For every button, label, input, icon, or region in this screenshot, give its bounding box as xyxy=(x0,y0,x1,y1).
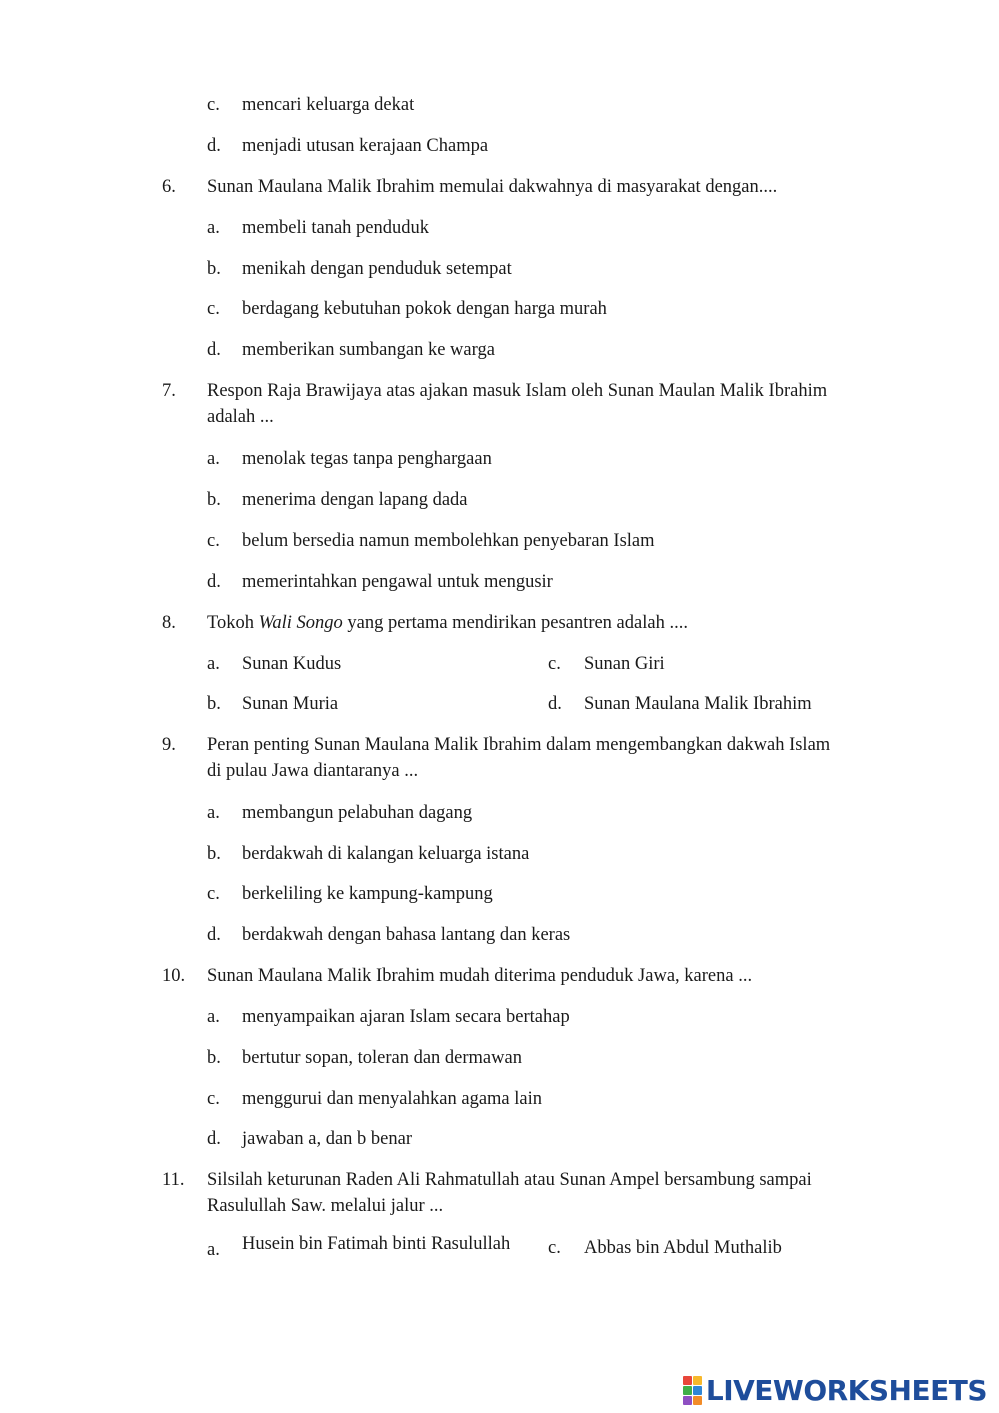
option-text: memerintahkan pengawal untuk mengusir xyxy=(242,572,553,592)
option-label: a. xyxy=(207,654,220,674)
option-label: c. xyxy=(207,1089,220,1109)
option-text: Sunan Giri xyxy=(584,654,665,674)
logo-square xyxy=(683,1396,692,1405)
option-label: a. xyxy=(207,449,220,469)
logo-square xyxy=(683,1386,692,1395)
option-text: menyampaikan ajaran Islam secara bertahap xyxy=(242,1007,570,1027)
question-text-part: yang pertama mendirikan pesantren adalah .... xyxy=(342,613,688,633)
option-label: b. xyxy=(207,1048,221,1068)
option-label: a. xyxy=(207,803,220,823)
option-label: a. xyxy=(207,1007,220,1027)
option-label: a. xyxy=(207,218,220,238)
option-text: berkeliling ke kampung-kampung xyxy=(242,884,493,904)
option-text: jawaban a, dan b benar xyxy=(242,1129,413,1149)
question-number: 11. xyxy=(162,1170,185,1190)
question-text xyxy=(207,611,688,635)
logo-square xyxy=(683,1376,692,1385)
option-text: membeli tanah penduduk xyxy=(242,218,430,238)
option-label: d. xyxy=(548,694,562,714)
liveworksheets-mark-icon xyxy=(683,1376,702,1405)
option-text: belum bersedia namun membolehkan penyebaran Islam xyxy=(242,531,655,551)
question-text: Rasulullah Saw. melalui jalur ... xyxy=(207,1196,444,1216)
question-number: 6. xyxy=(162,177,176,197)
question-text: Peran penting Sunan Maulana Malik Ibrahim dalam mengembangkan dakwah Islam xyxy=(207,735,831,755)
question-text: di pulau Jawa diantaranya ... xyxy=(207,761,419,781)
option-label: d. xyxy=(207,1129,221,1149)
option-text: menggurui dan menyalahkan agama lain xyxy=(242,1089,543,1109)
option-text: mencari keluarga dekat xyxy=(242,95,415,115)
option-text: menikah dengan penduduk setempat xyxy=(242,259,512,279)
option-text: memberikan sumbangan ke warga xyxy=(242,340,495,360)
logo-square xyxy=(693,1386,702,1395)
question-text-italic: Wali Songo xyxy=(258,613,343,633)
option-label: d. xyxy=(207,572,221,592)
option-label: a. xyxy=(207,1240,220,1260)
option-text: Abbas bin Abdul Muthalib xyxy=(584,1238,782,1258)
option-text: menolak tegas tanpa penghargaan xyxy=(242,449,492,469)
question-text: Silsilah keturunan Raden Ali Rahmatullah atau Sunan Ampel bersambung sampai xyxy=(207,1170,812,1190)
option-label: d. xyxy=(207,340,221,360)
option-label: b. xyxy=(207,844,221,864)
option-text: Sunan Kudus xyxy=(242,654,342,674)
option-label: c. xyxy=(207,95,220,115)
question-number: 8. xyxy=(162,613,176,633)
option-label: d. xyxy=(207,136,221,156)
option-text: menjadi utusan kerajaan Champa xyxy=(242,136,489,156)
option-text: bertutur sopan, toleran dan dermawan xyxy=(242,1048,522,1068)
question-number: 7. xyxy=(162,381,176,401)
option-text: menerima dengan lapang dada xyxy=(242,490,468,510)
option-text: berdagang kebutuhan pokok dengan harga murah xyxy=(242,299,607,319)
option-label: b. xyxy=(207,694,221,714)
logo-square xyxy=(693,1396,702,1405)
question-text: Sunan Maulana Malik Ibrahim mudah diterima penduduk Jawa, karena ... xyxy=(207,966,753,986)
option-text: Sunan Muria xyxy=(242,694,339,714)
liveworksheets-logo xyxy=(683,1372,987,1408)
option-label: c. xyxy=(548,1238,561,1258)
option-label: b. xyxy=(207,490,221,510)
option-text: Sunan Maulana Malik Ibrahim xyxy=(584,694,812,714)
question-text-part: Tokoh xyxy=(207,613,259,633)
option-text: berdakwah di kalangan keluarga istana xyxy=(242,844,530,864)
option-label: d. xyxy=(207,925,221,945)
question-number: 10. xyxy=(162,966,186,986)
question-text: Sunan Maulana Malik Ibrahim memulai dakwahnya di masyarakat dengan.... xyxy=(207,177,778,197)
option-text: berdakwah dengan bahasa lantang dan keras xyxy=(242,925,571,945)
option-label: b. xyxy=(207,259,221,279)
question-text: Respon Raja Brawijaya atas ajakan masuk Islam oleh Sunan Maulan Malik Ibrahim xyxy=(207,381,828,401)
question-number: 9. xyxy=(162,735,176,755)
option-text: Husein bin Fatimah binti Rasulullah xyxy=(242,1234,511,1254)
question-text: adalah ... xyxy=(207,407,274,427)
option-label: c. xyxy=(207,299,220,319)
option-label: c. xyxy=(207,531,220,551)
option-label: c. xyxy=(207,884,220,904)
watermark-text: LIVEWORKSHEETS xyxy=(705,1373,987,1407)
option-text: membangun pelabuhan dagang xyxy=(242,803,473,823)
option-label: c. xyxy=(548,654,561,674)
logo-square xyxy=(693,1376,702,1385)
